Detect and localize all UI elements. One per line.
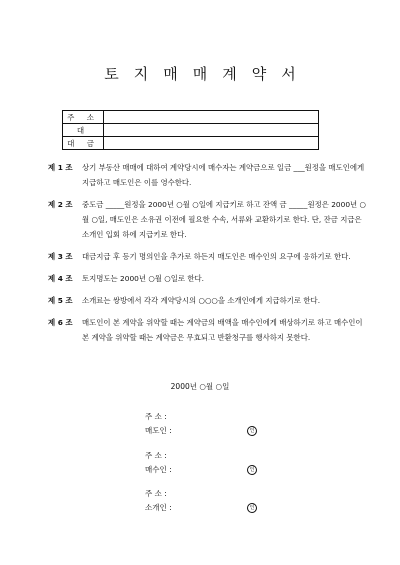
- address-line: [145, 449, 275, 463]
- table-row: [63, 137, 319, 150]
- broker-signature-block: [145, 487, 275, 515]
- seal-icon: 인: [247, 465, 257, 475]
- article-text: 토지명도는 2000년 ○월 ○일로 한다.: [82, 274, 204, 283]
- price-label: 대 금: [63, 137, 104, 150]
- seller-signature-block: [145, 410, 275, 438]
- article-1: [48, 160, 366, 190]
- address-value: [104, 111, 319, 124]
- seal-icon: 인: [247, 503, 257, 513]
- address-line: [145, 487, 275, 501]
- article-list: [48, 160, 366, 352]
- article-3: [48, 249, 366, 264]
- article-6: [48, 315, 366, 345]
- role-line: [145, 501, 275, 515]
- article-number: 제 5 조: [48, 296, 73, 305]
- land-value: [104, 124, 319, 137]
- table-row: [63, 111, 319, 124]
- contract-date: 2000년 ○월 ○일: [170, 382, 230, 391]
- article-number: 제 2 조: [48, 200, 73, 209]
- article-number: 제 3 조: [48, 252, 73, 261]
- address-label: 주 소 :: [145, 412, 167, 421]
- article-4: [48, 271, 366, 286]
- article-number: 제 6 조: [48, 318, 73, 327]
- land-label: 대: [63, 124, 104, 137]
- role-line: [145, 463, 275, 477]
- document-title: 토지매매계약서: [104, 65, 311, 83]
- seal-icon: 인: [247, 426, 257, 436]
- article-number: 제 1 조: [48, 163, 73, 172]
- address-label: 주 소: [63, 111, 104, 124]
- buyer-signature-block: [145, 449, 275, 477]
- article-2: [48, 197, 366, 242]
- property-info-table: [62, 110, 319, 150]
- article-text: 대금지급 후 등기 명의인을 추가로 하든지 매도인은 매수인의 요구에 응하기로 한다.: [82, 252, 351, 261]
- article-text: 매도인이 본 계약을 위약할 때는 계약금의 배액을 매수인에게 배상하기로 하고 매수인이 본 계약을 위약할 때는 계약금은 무효되고 반환청구를 행사하지 못한다.: [82, 318, 363, 342]
- article-5: [48, 293, 366, 308]
- table-row: [63, 124, 319, 137]
- broker-label: 소개인 :: [145, 503, 172, 512]
- article-text: 중도금 _____원정을 2000년 ○월 ○일에 지급키로 하고 잔액 금 _____원정은 2000년 ○월 ○일, 매도인은 소유권 이전에 필요한 수속, 서류와 교환하기로 한다. 단, 잔금 지급은 소개인 입회 하에 지급키로 한다.: [82, 200, 366, 239]
- article-number: 제 4 조: [48, 274, 73, 283]
- role-line: [145, 424, 275, 438]
- seller-label: 매도인 :: [145, 426, 172, 435]
- article-text: 상기 부동산 매매에 대하여 계약당시에 매수자는 계약금으로 일금 ___원정을 매도인에게 지급하고 매도인은 이를 영수한다.: [82, 163, 365, 187]
- price-value: [104, 137, 319, 150]
- article-text: 소개료는 쌍방에서 각각 계약당시의 ○○○을 소개인에게 지급하기로 한다.: [82, 296, 321, 305]
- address-line: [145, 410, 275, 424]
- address-label: 주 소 :: [145, 489, 167, 498]
- buyer-label: 매수인 :: [145, 465, 172, 474]
- address-label: 주 소 :: [145, 451, 167, 460]
